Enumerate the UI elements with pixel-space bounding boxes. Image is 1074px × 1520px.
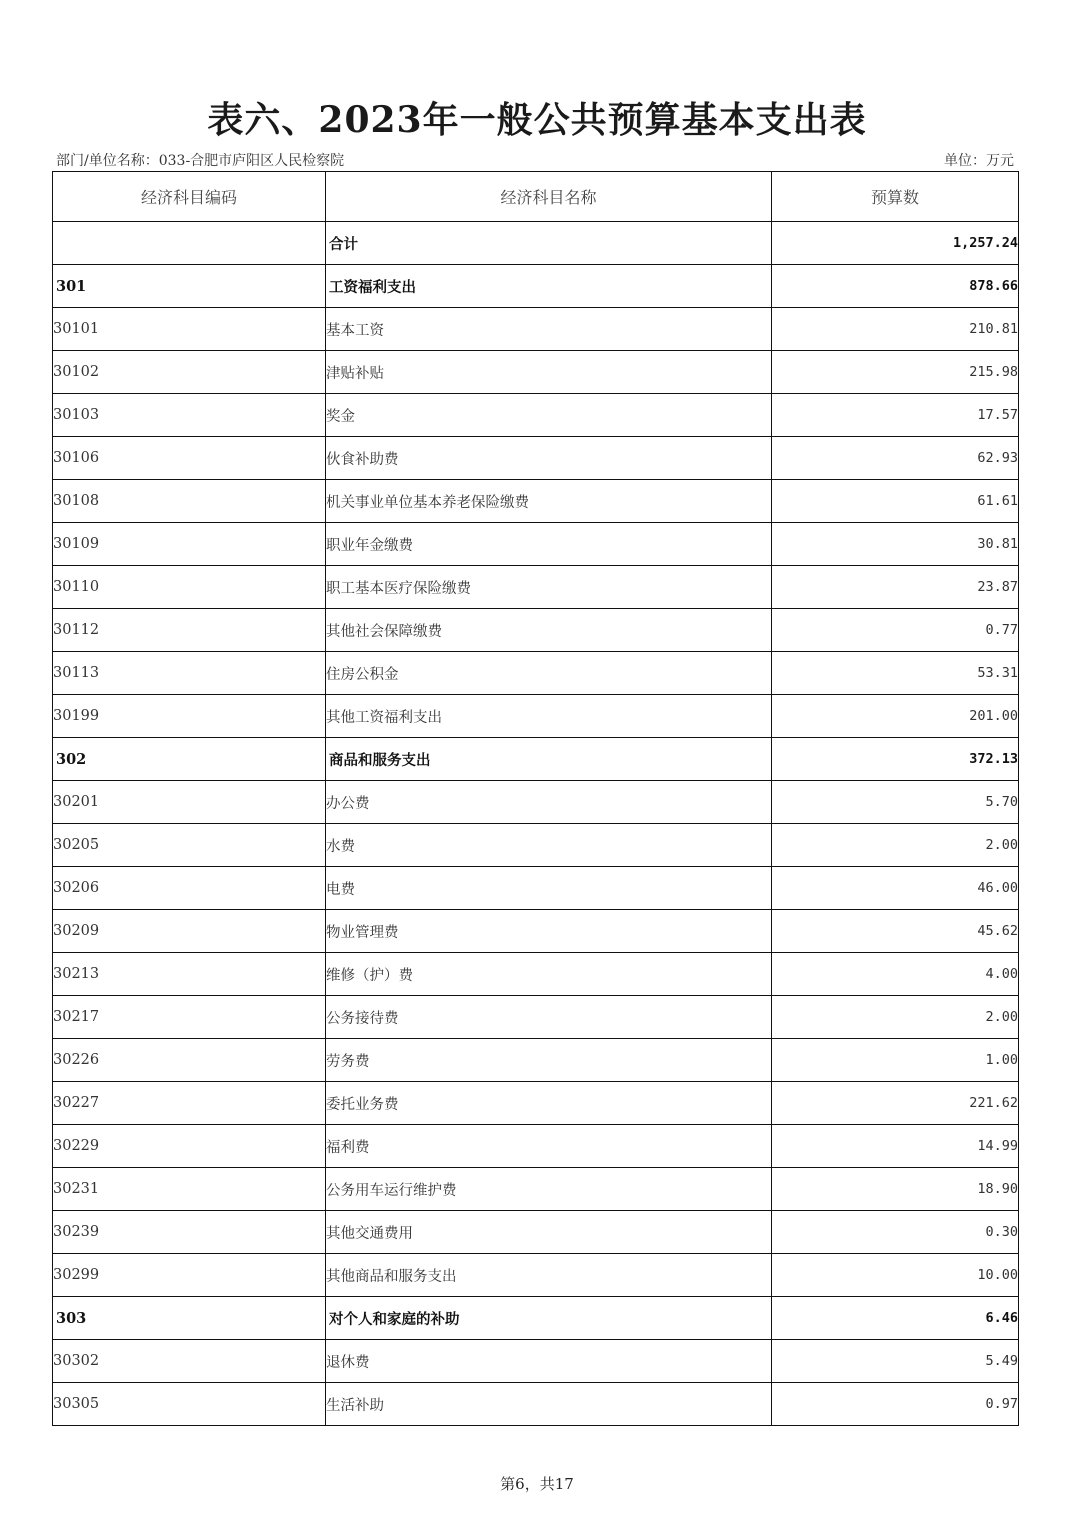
account-name: 津贴补贴 xyxy=(326,351,772,394)
account-name: 基本工资 xyxy=(326,308,772,351)
account-name: 其他交通费用 xyxy=(326,1211,772,1254)
table-row xyxy=(53,222,1019,265)
account-code: 30102 xyxy=(53,351,326,394)
table-row xyxy=(53,996,1019,1039)
budget-amount: 2.00 xyxy=(772,824,1019,867)
account-name: 福利费 xyxy=(326,1125,772,1168)
table-row xyxy=(53,1039,1019,1082)
table-row xyxy=(53,308,1019,351)
budget-amount: 17.57 xyxy=(772,394,1019,437)
budget-amount: 45.62 xyxy=(772,910,1019,953)
budget-amount: 221.62 xyxy=(772,1082,1019,1125)
budget-amount: 46.00 xyxy=(772,867,1019,910)
account-name: 职工基本医疗保险缴费 xyxy=(326,566,772,609)
account-code xyxy=(53,222,326,265)
table-row xyxy=(53,351,1019,394)
unit-label: 单位：万元 xyxy=(944,153,1014,169)
table-row xyxy=(53,566,1019,609)
column-header-name: 经济科目名称 xyxy=(326,172,772,222)
account-name: 退休费 xyxy=(326,1340,772,1383)
table-row xyxy=(53,867,1019,910)
table-header-row xyxy=(53,172,1019,222)
table-body xyxy=(53,222,1019,1426)
account-code: 30229 xyxy=(53,1125,326,1168)
account-code: 30103 xyxy=(53,394,326,437)
account-code: 30112 xyxy=(53,609,326,652)
table-row xyxy=(53,437,1019,480)
table-row xyxy=(53,652,1019,695)
table-row xyxy=(53,781,1019,824)
account-name: 对个人和家庭的补助 xyxy=(326,1297,772,1340)
account-code: 30239 xyxy=(53,1211,326,1254)
account-code: 30209 xyxy=(53,910,326,953)
account-name: 公务用车运行维护费 xyxy=(326,1168,772,1211)
account-code: 302 xyxy=(53,738,326,781)
budget-amount: 18.90 xyxy=(772,1168,1019,1211)
table-row xyxy=(53,1340,1019,1383)
account-name: 商品和服务支出 xyxy=(326,738,772,781)
table-row xyxy=(53,910,1019,953)
budget-amount: 30.81 xyxy=(772,523,1019,566)
account-code: 30108 xyxy=(53,480,326,523)
budget-amount: 1.00 xyxy=(772,1039,1019,1082)
account-name: 职业年金缴费 xyxy=(326,523,772,566)
table-row xyxy=(53,1211,1019,1254)
account-code: 30206 xyxy=(53,867,326,910)
budget-amount: 10.00 xyxy=(772,1254,1019,1297)
budget-amount: 61.61 xyxy=(772,480,1019,523)
account-code: 30205 xyxy=(53,824,326,867)
budget-amount: 6.46 xyxy=(772,1297,1019,1340)
account-name: 物业管理费 xyxy=(326,910,772,953)
account-name: 奖金 xyxy=(326,394,772,437)
account-name: 公务接待费 xyxy=(326,996,772,1039)
table-row xyxy=(53,953,1019,996)
account-code: 30101 xyxy=(53,308,326,351)
account-name: 住房公积金 xyxy=(326,652,772,695)
budget-amount: 62.93 xyxy=(772,437,1019,480)
budget-amount: 0.97 xyxy=(772,1383,1019,1426)
table-row xyxy=(53,738,1019,781)
account-name: 伙食补助费 xyxy=(326,437,772,480)
table-row xyxy=(53,480,1019,523)
account-code: 30109 xyxy=(53,523,326,566)
table-row xyxy=(53,824,1019,867)
table-row xyxy=(53,394,1019,437)
department-label: 部门/单位名称：033-合肥市庐阳区人民检察院 xyxy=(56,153,345,169)
account-name: 机关事业单位基本养老保险缴费 xyxy=(326,480,772,523)
table-row xyxy=(53,1254,1019,1297)
table-row xyxy=(53,609,1019,652)
budget-amount: 0.77 xyxy=(772,609,1019,652)
table-row xyxy=(53,695,1019,738)
account-code: 30106 xyxy=(53,437,326,480)
budget-amount: 201.00 xyxy=(772,695,1019,738)
account-code: 30299 xyxy=(53,1254,326,1297)
account-name: 劳务费 xyxy=(326,1039,772,1082)
account-code: 301 xyxy=(53,265,326,308)
account-code: 30110 xyxy=(53,566,326,609)
account-code: 30201 xyxy=(53,781,326,824)
account-code: 303 xyxy=(53,1297,326,1340)
account-name: 电费 xyxy=(326,867,772,910)
budget-amount: 23.87 xyxy=(772,566,1019,609)
account-name: 水费 xyxy=(326,824,772,867)
page-footer: 第6，共17 xyxy=(500,1475,574,1493)
budget-amount: 14.99 xyxy=(772,1125,1019,1168)
account-code: 30226 xyxy=(53,1039,326,1082)
account-name: 其他社会保障缴费 xyxy=(326,609,772,652)
budget-amount: 5.49 xyxy=(772,1340,1019,1383)
table-row xyxy=(53,523,1019,566)
budget-amount: 5.70 xyxy=(772,781,1019,824)
table-row xyxy=(53,1383,1019,1426)
budget-amount: 372.13 xyxy=(772,738,1019,781)
table-row xyxy=(53,1297,1019,1340)
account-name: 其他工资福利支出 xyxy=(326,695,772,738)
account-name: 委托业务费 xyxy=(326,1082,772,1125)
page-title: 表六、2023年一般公共预算基本支出表 xyxy=(207,99,867,141)
column-header-code: 经济科目编码 xyxy=(53,172,326,222)
account-code: 30213 xyxy=(53,953,326,996)
budget-amount: 2.00 xyxy=(772,996,1019,1039)
account-name: 工资福利支出 xyxy=(326,265,772,308)
account-code: 30305 xyxy=(53,1383,326,1426)
budget-table xyxy=(52,171,1019,1426)
account-name: 其他商品和服务支出 xyxy=(326,1254,772,1297)
account-code: 30302 xyxy=(53,1340,326,1383)
budget-amount: 4.00 xyxy=(772,953,1019,996)
table-row xyxy=(53,1168,1019,1211)
table-row xyxy=(53,1082,1019,1125)
budget-amount: 210.81 xyxy=(772,308,1019,351)
budget-amount: 0.30 xyxy=(772,1211,1019,1254)
table-row xyxy=(53,265,1019,308)
account-name: 合计 xyxy=(326,222,772,265)
account-name: 生活补助 xyxy=(326,1383,772,1426)
table-row xyxy=(53,1125,1019,1168)
budget-amount: 215.98 xyxy=(772,351,1019,394)
account-code: 30231 xyxy=(53,1168,326,1211)
account-name: 办公费 xyxy=(326,781,772,824)
budget-amount: 53.31 xyxy=(772,652,1019,695)
account-code: 30217 xyxy=(53,996,326,1039)
account-code: 30113 xyxy=(53,652,326,695)
account-name: 维修（护）费 xyxy=(326,953,772,996)
account-code: 30227 xyxy=(53,1082,326,1125)
column-header-amount: 预算数 xyxy=(772,172,1019,222)
budget-amount: 878.66 xyxy=(772,265,1019,308)
account-code: 30199 xyxy=(53,695,326,738)
budget-amount: 1,257.24 xyxy=(772,222,1019,265)
